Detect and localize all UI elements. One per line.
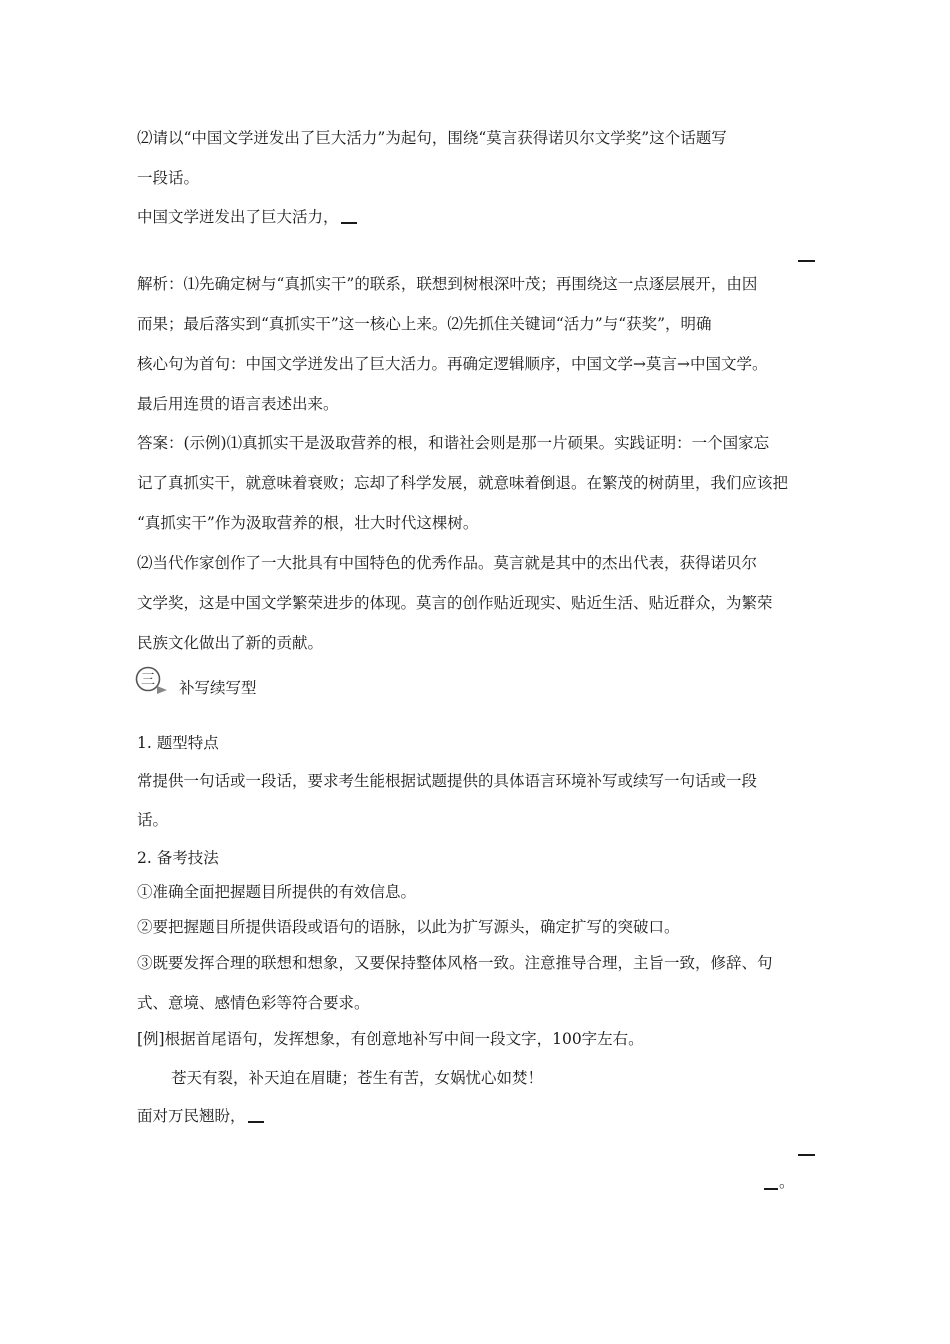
example-first-sentence: 苍天有裂，补天迫在眉睫；苍生有苦，女娲忧心如焚！: [171, 1069, 544, 1087]
answer-blank-end: [798, 260, 815, 262]
example-instruction: [例]根据首尾语句，发挥想象，有创意地补写中间一段文字，100字左右。: [137, 1030, 644, 1048]
analysis-line-2: 而果；最后落实到“真抓实干”这一核心上来。⑵先抓住关键词“活力”与“获奖”，明确: [137, 315, 712, 333]
example-blank-line-3: [764, 1188, 778, 1190]
question-2-line-1: ⑵请以“中国文学迸发出了巨大活力”为起句，围绕“莫言获得诺贝尔文学奖”这个话题写: [137, 129, 727, 147]
tip-3-line-1: ③既要发挥合理的联想和想象，又要保持整体风格一致。注意推导合理，主旨一致，修辞、句: [137, 954, 773, 972]
question-2-line-2: 一段话。: [137, 169, 200, 187]
tip-2: ②要把握题目所提供语段或语句的语脉，以此为扩写源头，确定扩写的突破口。: [137, 918, 680, 936]
tips-heading: 2. 备考技法: [137, 849, 219, 867]
question-2-prompt: [137, 207, 817, 227]
answer-blank: [341, 222, 357, 224]
feature-line-1: 常提供一句话或一段话，要求考生能根据试题提供的具体语言环境补写或续写一句话或一段: [137, 772, 758, 790]
answer-line-4: ⑵当代作家创作了一大批具有中国特色的优秀作品。莫言就是其中的杰出代表，获得诺贝尔: [137, 554, 758, 572]
example-end-mark: 。: [779, 1173, 795, 1191]
answer-line-6: 民族文化做出了新的贡献。: [137, 634, 324, 652]
section-title: 补写续写型: [179, 679, 257, 697]
analysis-line-3: 核心句为首句：中国文学迸发出了巨大活力。再确定逻辑顺序，中国文学→莫言→中国文学。: [137, 355, 768, 373]
prompt-text: 中国文学迸发出了巨大活力，: [137, 208, 339, 226]
answer-line-1: 答案：(示例)⑴真抓实干是汲取营养的根，和谐社会则是那一片硕果。实践证明：一个国家忘: [137, 434, 770, 452]
feature-heading: 1. 题型特点: [137, 734, 219, 752]
answer-line-3: “真抓实干”作为汲取营养的根，壮大时代这棵树。: [137, 514, 479, 532]
example-blank-line-2: [798, 1154, 815, 1156]
answer-line-2: 记了真抓实干，就意味着衰败；忘却了科学发展，就意味着倒退。在繁茂的树荫里，我们应该把: [137, 474, 789, 492]
section-three-icon: [135, 666, 173, 694]
feature-line-2: 话。: [137, 811, 169, 829]
analysis-line-1: 解析：⑴先确定树与“真抓实干”的联系，联想到树根深叶茂；再围绕这一点逐层展开，由因: [137, 275, 758, 293]
example-prompt: [137, 1106, 817, 1126]
tip-1: ①准确全面把握题目所提供的有效信息。: [137, 883, 417, 901]
analysis-line-4: 最后用连贯的语言表述出来。: [137, 395, 339, 413]
answer-line-5: 文学奖，这是中国文学繁荣进步的体现。莫言的创作贴近现实、贴近生活、贴近群众，为繁荣: [137, 594, 773, 612]
section-icon-glyph: 三: [141, 672, 155, 688]
tip-3-line-2: 式、意境、感情色彩等符合要求。: [137, 994, 370, 1012]
example-answer-blank: [248, 1121, 264, 1123]
example-prompt-text: 面对万民翘盼，: [137, 1107, 246, 1125]
